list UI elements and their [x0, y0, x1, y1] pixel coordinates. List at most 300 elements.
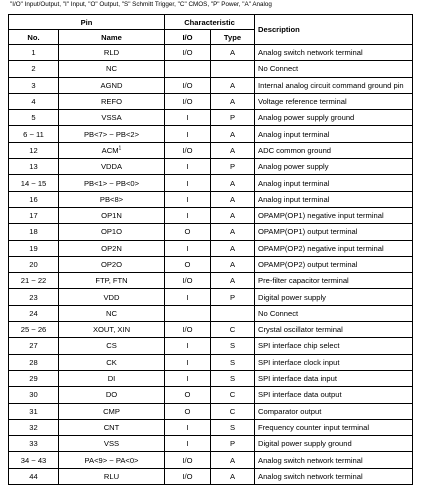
pin-name-cell — [59, 93, 165, 109]
pin-description-cell — [255, 256, 413, 272]
pin-io-cell — [165, 387, 211, 403]
pin-name-cell — [59, 305, 165, 321]
header-characteristic: Characteristic — [165, 15, 255, 30]
pin-io-cell-text: I/O — [182, 455, 193, 465]
pin-number-cell — [9, 142, 59, 158]
pin-name-cell-text: RLU — [103, 471, 120, 481]
pin-description-cell-text: Analog input terminal — [258, 178, 330, 188]
pin-name-cell — [59, 436, 165, 452]
pin-io-cell-text: I — [186, 357, 189, 367]
pin-name-cell-text: NC — [106, 308, 117, 318]
pin-type-cell — [211, 419, 255, 435]
pin-description-cell — [255, 468, 413, 484]
pin-io-cell-text: I — [186, 422, 189, 432]
pin-name-cell — [59, 273, 165, 289]
pin-io-cell-text: I — [186, 439, 189, 449]
pin-description-cell-text: OPAMP(OP2) output terminal — [258, 260, 358, 269]
table-row — [9, 240, 413, 256]
pin-description-cell — [255, 45, 413, 61]
pin-type-cell-text: A — [229, 471, 236, 481]
table-row — [9, 126, 413, 142]
pin-type-cell-text: A — [229, 243, 236, 253]
pin-number-cell — [9, 305, 59, 321]
pin-io-cell — [165, 273, 211, 289]
pin-number-cell-text: 25 ~ 26 — [20, 325, 47, 335]
pin-name-cell-text: RLD — [103, 48, 120, 58]
pin-number-cell-text: 18 — [29, 227, 38, 237]
pin-io-cell — [165, 305, 211, 321]
pin-description-cell-text: Voltage reference terminal — [258, 97, 347, 107]
pin-type-cell — [211, 338, 255, 354]
pin-name-cell — [59, 452, 165, 468]
pin-type-cell-text: A — [229, 227, 236, 237]
pin-description-cell-text: OPAMP(OP2) negative input terminal — [258, 243, 384, 253]
pin-name-cell-text: VDDA — [100, 162, 123, 172]
pin-name-cell — [59, 403, 165, 419]
pin-name-cell — [59, 354, 165, 370]
header-io: I/O — [165, 30, 211, 45]
pin-type-cell-text: S — [229, 357, 236, 367]
pin-type-cell — [211, 191, 255, 207]
pin-description-cell — [255, 77, 413, 93]
pin-number-cell — [9, 159, 59, 175]
table-row — [9, 289, 413, 305]
pin-number-cell-text: 17 — [29, 211, 38, 221]
pin-type-cell — [211, 322, 255, 338]
pin-description-cell-text: Digital power supply — [258, 292, 326, 302]
pin-io-cell — [165, 191, 211, 207]
pin-type-cell-text: A — [229, 455, 236, 465]
pin-description-cell-text: SPI interface chip select — [258, 341, 340, 351]
pin-name-cell — [59, 419, 165, 435]
pin-number-cell — [9, 403, 59, 419]
pin-type-cell-text: C — [229, 325, 236, 335]
pin-description-cell-text: Analog switch network terminal — [258, 48, 363, 58]
pin-number-cell-text: 33 — [29, 439, 38, 449]
pin-description-cell-text: Analog switch network terminal — [258, 455, 363, 465]
pin-io-cell — [165, 419, 211, 435]
pin-name-cell-text: OP2N — [101, 243, 122, 253]
pin-io-cell — [165, 45, 211, 61]
pin-number-cell-text: 12 — [29, 145, 38, 155]
pin-io-cell-text: I — [186, 243, 189, 253]
pin-name-cell-text: REFO — [100, 97, 123, 107]
pin-io-cell — [165, 224, 211, 240]
table-row — [9, 61, 413, 77]
pin-number-cell-text: 1 — [31, 48, 36, 58]
pin-description-cell — [255, 175, 413, 191]
pin-number-cell-text: 21 ~ 22 — [20, 276, 47, 286]
pin-description-cell — [255, 338, 413, 354]
pin-name-cell-text: FTP, FTN — [95, 276, 128, 286]
pin-name-cell-text: NC — [106, 64, 117, 74]
pin-type-cell — [211, 452, 255, 468]
header-name: Name — [59, 30, 165, 45]
pin-number-cell — [9, 191, 59, 207]
pin-description-cell — [255, 305, 413, 321]
pin-name-cell — [59, 224, 165, 240]
pin-io-cell — [165, 77, 211, 93]
table-row — [9, 93, 413, 109]
table-row — [9, 224, 413, 240]
pin-description-cell-text: SPI interface clock input — [258, 357, 340, 367]
pin-type-cell — [211, 207, 255, 223]
table-row — [9, 354, 413, 370]
table-row — [9, 452, 413, 468]
pin-rows — [9, 45, 413, 485]
pin-type-cell-text: A — [229, 97, 236, 107]
pin-name-cell — [59, 77, 165, 93]
pin-name-cell — [59, 322, 165, 338]
pin-name-cell-text: CS — [106, 341, 117, 351]
table-row — [9, 322, 413, 338]
pin-io-cell-text: I — [186, 211, 189, 221]
pin-type-cell-text: P — [229, 113, 236, 123]
pin-name-cell — [59, 159, 165, 175]
pin-description-cell-text: Pre-filter capacitor terminal — [258, 276, 349, 286]
pin-number-cell — [9, 61, 59, 77]
table-row — [9, 77, 413, 93]
pin-description-cell — [255, 159, 413, 175]
table-row — [9, 256, 413, 272]
pin-description-cell-text: Analog input terminal — [258, 194, 330, 204]
pin-type-cell-text: A — [229, 211, 236, 221]
pin-io-cell-text: I/O — [182, 145, 193, 155]
table-row — [9, 419, 413, 435]
pin-name-cell — [59, 175, 165, 191]
pin-type-cell — [211, 370, 255, 386]
pin-type-cell-text: A — [229, 129, 236, 139]
pin-type-cell — [211, 256, 255, 272]
pin-name-cell — [59, 468, 165, 484]
pin-type-cell — [211, 126, 255, 142]
pin-io-cell-text: I/O — [182, 97, 193, 107]
pin-name-cell-text: CK — [106, 357, 117, 367]
pin-io-cell-text: O — [184, 227, 191, 237]
table-row — [9, 142, 413, 158]
pin-io-cell-text: O — [184, 260, 191, 269]
pin-type-cell — [211, 387, 255, 403]
header-type: Type — [211, 30, 255, 45]
pin-name-cell — [59, 126, 165, 142]
pin-number-cell-text: 5 — [31, 113, 36, 123]
pin-description-cell-text: Digital power supply ground — [258, 439, 352, 449]
pin-name-cell — [59, 387, 165, 403]
pin-type-cell-text: P — [229, 162, 236, 172]
pin-io-cell-text: I — [186, 162, 189, 172]
pin-type-cell — [211, 289, 255, 305]
pin-number-cell-text: 31 — [29, 406, 38, 416]
pin-description-cell — [255, 207, 413, 223]
table-row — [9, 403, 413, 419]
pin-description-cell — [255, 61, 413, 77]
pin-io-cell-text: I/O — [182, 48, 193, 58]
pin-number-cell — [9, 93, 59, 109]
pin-io-cell-text: I/O — [182, 325, 193, 335]
pin-name-cell — [59, 45, 165, 61]
pin-name-cell-text: OP1O — [100, 227, 123, 237]
pin-number-cell — [9, 452, 59, 468]
pin-description-cell — [255, 436, 413, 452]
pin-type-cell-text: A — [229, 48, 236, 58]
pin-description-cell-text: Frequency counter input terminal — [258, 422, 370, 432]
pin-name-cell — [59, 61, 165, 77]
pin-io-cell-text: I — [186, 341, 189, 351]
pin-type-cell-text: A — [229, 276, 236, 286]
pin-description-cell — [255, 322, 413, 338]
header-no: No. — [9, 30, 59, 45]
pin-number-cell — [9, 322, 59, 338]
pin-name-cell-text: DI — [107, 374, 116, 384]
pin-number-cell — [9, 207, 59, 223]
pin-name-cell-text: OP2O — [100, 260, 123, 269]
table-row — [9, 45, 413, 61]
pin-description-cell — [255, 224, 413, 240]
table-row — [9, 468, 413, 484]
pin-description-cell — [255, 354, 413, 370]
pin-type-cell-text: C — [229, 406, 236, 416]
pin-name-cell — [59, 240, 165, 256]
pin-io-cell-text: I — [186, 129, 189, 139]
pin-description-cell-text: OPAMP(OP1) negative input terminal — [258, 211, 384, 221]
pin-number-cell — [9, 126, 59, 142]
pin-number-cell — [9, 175, 59, 191]
pin-description-cell — [255, 419, 413, 435]
pin-number-cell — [9, 419, 59, 435]
pin-description-cell — [255, 191, 413, 207]
pin-number-cell-text: 28 — [29, 357, 38, 367]
pin-name-cell-text: OP1N — [101, 211, 122, 221]
pin-number-cell-text: 29 — [29, 374, 38, 384]
pin-number-cell-text: 6 ~ 11 — [23, 129, 44, 139]
table-row — [9, 436, 413, 452]
pin-number-cell — [9, 256, 59, 272]
pin-io-cell — [165, 207, 211, 223]
header-description: Description — [255, 15, 413, 45]
pin-description-cell — [255, 403, 413, 419]
pin-number-cell — [9, 468, 59, 484]
pin-type-cell-text: A — [229, 178, 236, 188]
table-row — [9, 305, 413, 321]
pin-type-cell-text: S — [229, 422, 236, 432]
pin-io-cell — [165, 61, 211, 77]
pin-io-cell — [165, 175, 211, 191]
pin-type-cell — [211, 354, 255, 370]
pin-number-cell-text: 3 — [31, 80, 36, 90]
pin-io-cell — [165, 468, 211, 484]
pin-number-cell-text: 4 — [31, 97, 36, 107]
pin-name-cell — [59, 289, 165, 305]
pin-number-cell-text: 14 ~ 15 — [20, 178, 47, 188]
pin-io-cell-text: I — [186, 178, 189, 188]
pin-description-table — [8, 14, 413, 485]
header-row-group — [9, 15, 413, 30]
pin-type-cell-text: S — [229, 374, 236, 384]
pin-description-cell-text: Analog switch network terminal — [258, 471, 363, 481]
pin-io-cell — [165, 110, 211, 126]
pin-io-cell-text: I/O — [182, 80, 193, 90]
pin-type-cell — [211, 110, 255, 126]
pin-number-cell-text: 34 ~ 43 — [20, 455, 47, 465]
pin-io-cell-text: I/O — [182, 276, 193, 286]
pin-description-cell-text: Analog power supply — [258, 162, 329, 172]
pin-type-cell-text: A — [229, 145, 236, 155]
pin-number-cell-text: 16 — [29, 194, 38, 204]
pin-io-cell — [165, 322, 211, 338]
pin-description-cell-text: No Connect — [258, 308, 299, 318]
pin-description-cell-text: OPAMP(OP1) output terminal — [258, 227, 358, 237]
pin-description-cell-text: Internal analog circuit command ground pin — [258, 80, 404, 90]
pin-number-cell-text: 2 — [31, 64, 36, 74]
pin-type-cell-text: A — [229, 260, 236, 269]
pin-type-cell — [211, 61, 255, 77]
pin-description-cell-text: No Connect — [258, 64, 299, 74]
pin-number-cell — [9, 240, 59, 256]
pin-name-cell — [59, 191, 165, 207]
footnote-marker: 1 — [118, 145, 122, 152]
pin-name-cell-text: ACM — [101, 145, 119, 155]
pin-number-cell — [9, 273, 59, 289]
pin-description-cell-text: Comparator output — [258, 406, 322, 416]
pin-io-cell-text: I/O — [182, 471, 193, 481]
pin-io-cell — [165, 93, 211, 109]
pin-number-cell — [9, 370, 59, 386]
pin-type-cell — [211, 142, 255, 158]
pin-number-cell — [9, 338, 59, 354]
pin-description-cell — [255, 110, 413, 126]
table-row — [9, 191, 413, 207]
pin-description-cell-text: Analog power supply ground — [258, 113, 355, 123]
pin-type-cell-text: P — [229, 292, 236, 302]
pin-description-cell — [255, 126, 413, 142]
table-row — [9, 273, 413, 289]
pin-number-cell — [9, 387, 59, 403]
pin-io-cell — [165, 370, 211, 386]
pin-type-cell — [211, 240, 255, 256]
pin-description-cell-text: Analog input terminal — [258, 129, 330, 139]
pin-name-cell-text: AGND — [100, 80, 123, 90]
table-row — [9, 175, 413, 191]
pin-name-cell-text: CNT — [103, 422, 120, 432]
pin-io-cell — [165, 240, 211, 256]
pin-name-cell — [59, 142, 165, 158]
pin-io-cell-text: O — [184, 406, 191, 416]
pin-number-cell — [9, 436, 59, 452]
table-row — [9, 387, 413, 403]
pin-type-cell — [211, 468, 255, 484]
pin-type-cell-text: C — [229, 390, 236, 400]
pin-type-cell — [211, 77, 255, 93]
pin-number-cell — [9, 110, 59, 126]
pin-number-cell-text: 13 — [29, 162, 38, 172]
pin-description-cell — [255, 370, 413, 386]
pin-name-cell — [59, 207, 165, 223]
pin-io-cell — [165, 142, 211, 158]
pin-number-cell-text: 19 — [29, 243, 38, 253]
pin-description-cell — [255, 93, 413, 109]
pin-description-cell — [255, 273, 413, 289]
pin-name-cell-text: PB<1> ~ PB<0> — [83, 178, 140, 188]
pin-description-cell — [255, 240, 413, 256]
pin-number-cell — [9, 77, 59, 93]
pin-type-cell — [211, 93, 255, 109]
pin-name-cell — [59, 338, 165, 354]
pin-type-cell-text: P — [229, 439, 236, 449]
pin-name-cell — [59, 370, 165, 386]
pin-type-cell — [211, 305, 255, 321]
pin-type-cell — [211, 175, 255, 191]
pin-name-cell-text: XOUT, XIN — [92, 325, 131, 335]
pin-number-cell-text: 44 — [29, 471, 38, 481]
pin-description-cell — [255, 289, 413, 305]
pin-io-cell — [165, 159, 211, 175]
pin-description-cell-text: SPI interface data output — [258, 390, 342, 400]
pin-io-cell-text: I — [186, 194, 189, 204]
pin-description-cell-text: ADC common ground — [258, 145, 332, 155]
table-row — [9, 207, 413, 223]
pin-type-cell — [211, 45, 255, 61]
pin-description-cell — [255, 142, 413, 158]
pin-io-cell-text: I — [186, 113, 189, 123]
pin-io-cell — [165, 403, 211, 419]
pin-number-cell — [9, 354, 59, 370]
pin-number-cell-text: 23 — [29, 292, 38, 302]
pin-description-cell-text: SPI interface data input — [258, 374, 337, 384]
pin-type-cell-text: S — [229, 341, 236, 351]
pin-description-cell — [255, 387, 413, 403]
pin-name-cell-text: CMP — [103, 406, 120, 416]
pin-description-cell-text: Crystal oscillator terminal — [258, 325, 343, 335]
pin-number-cell-text: 24 — [29, 308, 38, 318]
table-row — [9, 110, 413, 126]
table-row — [9, 338, 413, 354]
pin-number-cell-text: 20 — [29, 260, 38, 269]
pin-number-cell — [9, 289, 59, 305]
type-legend: "I/O" Input/Output, "I" Input, "O" Output, "S" Schmitt Trigger, "C" CMOS, "P" Power, "A" Analog — [10, 1, 272, 8]
pin-name-cell-text: VDD — [103, 292, 120, 302]
pin-number-cell — [9, 45, 59, 61]
pin-name-cell — [59, 256, 165, 272]
pin-io-cell — [165, 256, 211, 272]
pin-io-cell-text: O — [184, 390, 191, 400]
pin-type-cell-text: A — [229, 194, 236, 204]
pin-io-cell — [165, 126, 211, 142]
pin-name-cell-text: PB<7> ~ PB<2> — [83, 129, 140, 139]
pin-name-cell-text: VSSA — [101, 113, 122, 123]
pin-type-cell — [211, 224, 255, 240]
pin-type-cell — [211, 273, 255, 289]
pin-description-cell — [255, 452, 413, 468]
pin-io-cell — [165, 289, 211, 305]
pin-io-cell — [165, 338, 211, 354]
pin-type-cell — [211, 159, 255, 175]
pin-number-cell-text: 27 — [29, 341, 38, 351]
pin-name-cell-text: VSS — [103, 439, 120, 449]
pin-io-cell — [165, 354, 211, 370]
pin-io-cell-text: I — [186, 292, 189, 302]
pin-type-cell — [211, 436, 255, 452]
table-row — [9, 370, 413, 386]
pin-number-cell-text: 32 — [29, 422, 38, 432]
pin-name-cell-text: PB<8> — [99, 194, 124, 204]
table-row — [9, 159, 413, 175]
pin-io-cell-text: I — [186, 374, 189, 384]
header-pin: Pin — [9, 15, 165, 30]
pin-type-cell-text: A — [229, 80, 236, 90]
pin-number-cell — [9, 224, 59, 240]
pin-io-cell — [165, 436, 211, 452]
pin-name-cell-text: DO — [105, 390, 118, 400]
